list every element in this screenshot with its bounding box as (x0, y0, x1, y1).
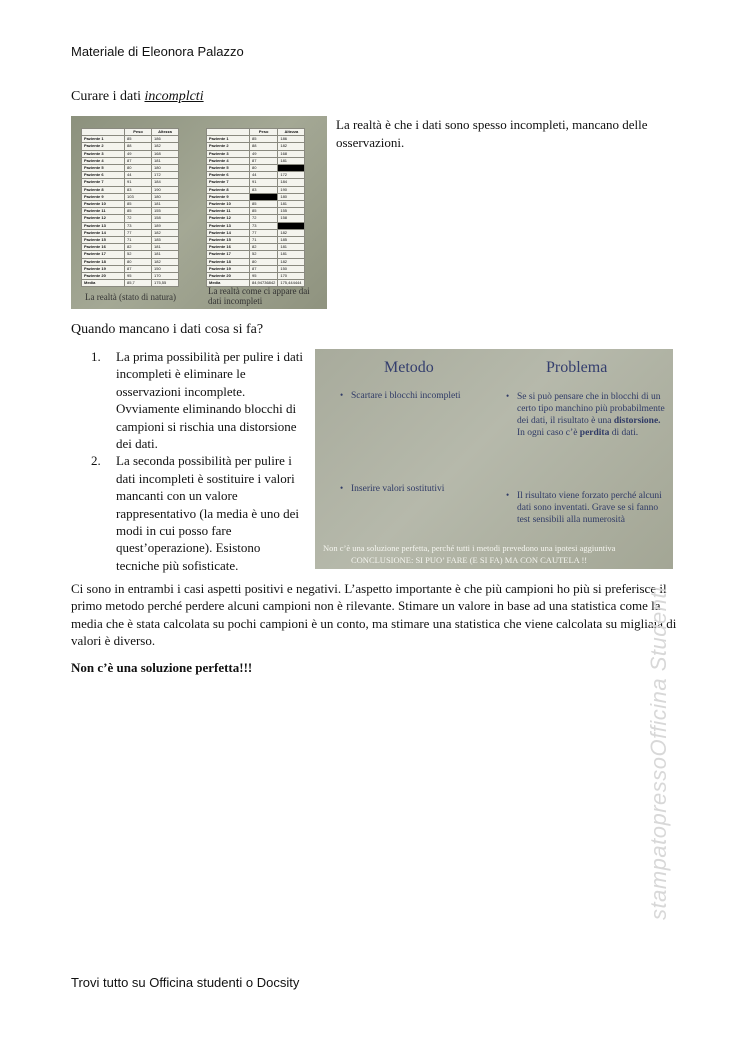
table-row (207, 143, 305, 150)
row-label: Paziente 7 (207, 179, 250, 186)
table-cell: 49 (250, 150, 278, 157)
table-row (207, 237, 305, 244)
row-label: Paziente 10 (207, 201, 250, 208)
intro-text: La realtà è che i dati sono spesso incompleti, mancano delle osservazioni. (336, 117, 648, 150)
table-row (82, 237, 179, 244)
table-cell: 83 (250, 186, 278, 193)
table-row (82, 172, 179, 179)
table-cell: 168 (152, 150, 179, 157)
row-label: Paziente 1 (82, 136, 125, 143)
table-cell: 72 (250, 215, 278, 222)
row-label: Media (82, 280, 125, 287)
row-label: Paziente 13 (82, 222, 125, 229)
table-cell: 182 (152, 258, 179, 265)
table-cell: 186 (152, 136, 179, 143)
table-cell: 85 (125, 136, 152, 143)
table-row (207, 251, 305, 258)
table-cell: 175,444444 (278, 280, 305, 287)
table-cell: 44 (250, 172, 278, 179)
table-row (207, 193, 305, 200)
methods-list (91, 348, 306, 574)
caption-complete: La realtà (stato di natura) (85, 292, 176, 302)
table-cell: 80 (125, 258, 152, 265)
table-cell: 181 (152, 251, 179, 258)
row-label: Paziente 8 (207, 186, 250, 193)
table-cell: 182 (152, 229, 179, 236)
table-cell: 189 (152, 222, 179, 229)
row-label: Paziente 2 (207, 143, 250, 150)
table-cell (250, 193, 278, 200)
table-row (207, 172, 305, 179)
slide-problem-1 (517, 391, 667, 439)
table-row (82, 215, 179, 222)
row-label: Paziente 13 (207, 222, 250, 229)
row-label: Paziente 1 (207, 136, 250, 143)
table-cell: 87 (250, 157, 278, 164)
table-cell: 185 (278, 237, 305, 244)
table-row (207, 244, 305, 251)
table-row (82, 143, 179, 150)
row-label: Paziente 14 (82, 229, 125, 236)
page-header: Materiale di Eleonora Palazzo (71, 44, 244, 59)
table-row (207, 201, 305, 208)
table-row (207, 258, 305, 265)
table-row (207, 186, 305, 193)
row-label: Paziente 6 (82, 172, 125, 179)
problem-text: di dati. (609, 428, 639, 438)
row-label: Paziente 12 (82, 215, 125, 222)
table-row (207, 136, 305, 143)
slide-heading-problem: Problema (546, 359, 608, 376)
list-item-text: La prima possibilità per pulire i dati incompleti è eliminare le osservazioni incomplete. Ovviamente eliminando blocchi di campioni si rischia una distorsione dei dati. (116, 349, 304, 452)
table-cell: 175,55 (152, 280, 179, 287)
row-label: Paziente 6 (207, 172, 250, 179)
table-cell: 181 (152, 201, 179, 208)
row-label: Paziente 9 (207, 193, 250, 200)
row-label: Paziente 17 (82, 251, 125, 258)
complete-data-table (81, 128, 179, 287)
section-title (71, 89, 204, 105)
column-header: Peso (250, 129, 278, 136)
table-row (82, 229, 179, 236)
table-cell: 158 (152, 215, 179, 222)
table-cell: 170 (152, 273, 179, 280)
bullet-icon: • (506, 391, 510, 401)
table-cell: 91 (125, 179, 152, 186)
slide-method-2: Inserire valori sostitutivi (351, 484, 445, 494)
table-row (82, 251, 179, 258)
table-row (82, 186, 179, 193)
question-text: Quando mancano i dati cosa si fa? (71, 322, 264, 337)
slide-problem-2: Il risultato viene forzato perché alcuni dati sono inventati. Grave se si fanno test sensibili alla numerosità (517, 491, 662, 525)
table-cell: 181 (152, 157, 179, 164)
row-label: Paziente 4 (82, 157, 125, 164)
table-cell: 182 (152, 143, 179, 150)
row-label: Paziente 20 (207, 273, 250, 280)
table-cell: 95 (250, 273, 278, 280)
table-cell: 52 (125, 251, 152, 258)
table-cell: 82 (125, 244, 152, 251)
row-label: Paziente 18 (82, 258, 125, 265)
table-row (207, 165, 305, 172)
body-paragraph: Ci sono in entrambi i casi aspetti positivi e negativi. L’aspetto importante è che più campioni ho più si preferisce il primo metodo perché perdere alcuni campioni non è rilevante. Stimare un valore in base ad una statistica come la media che è stata calcolata su pochi campioni è un conto, ma stimare una statistica che viene calcolata su migliaia di valori è diverso. (71, 581, 677, 649)
row-label: Paziente 15 (82, 237, 125, 244)
table-cell: 80 (125, 165, 152, 172)
table-row (82, 208, 179, 215)
section-title-prefix: Curare i dati (71, 89, 145, 104)
problem-text: In ogni caso c’è (517, 428, 580, 438)
row-label: Paziente 16 (82, 244, 125, 251)
table-row (207, 265, 305, 272)
table-row (207, 215, 305, 222)
incomplete-data-table (206, 128, 305, 287)
watermark: stampatopressoOfficina Studenti (646, 586, 671, 920)
table-header-row (207, 129, 305, 136)
row-label: Paziente 4 (207, 157, 250, 164)
table-cell: 150 (278, 265, 305, 272)
table-cell: 85 (250, 201, 278, 208)
table-cell: 103 (125, 193, 152, 200)
table-row (82, 273, 179, 280)
table-cell: 150 (152, 265, 179, 272)
table-cell: 80 (250, 165, 278, 172)
table-row (207, 179, 305, 186)
table-cell: 87 (125, 157, 152, 164)
final-statement: Non c’è una soluzione perfetta!!! (71, 660, 253, 675)
table-cell: 49 (125, 150, 152, 157)
list-item-text: La seconda possibilità per pulire i dati incompleti è sostituire i valori mancanti con un valore rappresentativo (la media è uno dei modi in cui posso fare quest’operazione). Esistono tecniche più sofisticate. (116, 453, 300, 573)
bullet-icon: • (340, 483, 344, 493)
table-row (207, 150, 305, 157)
table-cell: 73 (250, 222, 278, 229)
table-row (207, 229, 305, 236)
table-row (207, 157, 305, 164)
table-cell: 88 (250, 143, 278, 150)
table-cell: 95 (125, 273, 152, 280)
table-cell: 190 (152, 186, 179, 193)
row-label: Paziente 11 (207, 208, 250, 215)
row-label: Paziente 9 (82, 193, 125, 200)
row-label: Paziente 19 (207, 265, 250, 272)
table-cell: 85 (250, 208, 278, 215)
row-label: Paziente 2 (82, 143, 125, 150)
table-cell: 155 (152, 208, 179, 215)
table-cell: 83 (125, 186, 152, 193)
caption-incomplete: La realtà come ci appare dai dati incompleti (208, 286, 310, 306)
column-header: Altezza (278, 129, 305, 136)
row-label: Media (207, 280, 250, 287)
table-cell: 184 (152, 179, 179, 186)
row-label: Paziente 17 (207, 251, 250, 258)
table-cell: 87 (250, 265, 278, 272)
table-cell: 172 (152, 172, 179, 179)
table-cell: 82 (250, 244, 278, 251)
table-row (82, 157, 179, 164)
table-row (82, 222, 179, 229)
row-label: Paziente 10 (82, 201, 125, 208)
table-cell: 155 (278, 208, 305, 215)
column-header (82, 129, 125, 136)
table-row (82, 179, 179, 186)
table-cell: 182 (278, 229, 305, 236)
table-cell: 77 (125, 229, 152, 236)
table-row (82, 165, 179, 172)
row-label: Paziente 18 (207, 258, 250, 265)
table-row (207, 222, 305, 229)
slide-note: Non c’è una soluzione perfetta, perché tutti i metodi prevedono una ipotesi aggiuntiva (323, 543, 616, 553)
table-cell: 72 (125, 215, 152, 222)
column-header: Altezza (152, 129, 179, 136)
table-cell: 77 (250, 229, 278, 236)
table-row (82, 136, 179, 143)
table-cell: 180 (152, 193, 179, 200)
row-label: Paziente 15 (207, 237, 250, 244)
row-label: Paziente 14 (207, 229, 250, 236)
table-cell: 181 (278, 157, 305, 164)
table-row (82, 150, 179, 157)
page-footer: Trovi tutto su Officina studenti o Docsity (71, 975, 300, 990)
table-cell: 85 (125, 208, 152, 215)
row-label: Paziente 3 (82, 150, 125, 157)
table-cell: 52 (250, 251, 278, 258)
table-row (82, 244, 179, 251)
problem-emphasis: distorsione. (613, 416, 661, 426)
table-cell: 88 (125, 143, 152, 150)
row-label: Paziente 12 (207, 215, 250, 222)
table-cell: 170 (278, 273, 305, 280)
table-cell: 180 (152, 165, 179, 172)
table-cell: 158 (278, 215, 305, 222)
table-cell: 85,7 (125, 280, 152, 287)
table-cell: 73 (125, 222, 152, 229)
table-cell (278, 165, 305, 172)
table-cell: 181 (278, 244, 305, 251)
table-cell: 84,94736842 (250, 280, 278, 287)
table-cell: 181 (278, 251, 305, 258)
method-problem-slide (315, 349, 673, 569)
row-label: Paziente 8 (82, 186, 125, 193)
table-cell: 168 (278, 150, 305, 157)
column-header (207, 129, 250, 136)
list-number: 2. (91, 453, 101, 469)
table-header-row (82, 129, 179, 136)
slide-conclusion: CONCLUSIONE: SI PUO’ FARE (E SI FA) MA CON CAUTELA !! (351, 555, 588, 565)
slide-heading-method: Metodo (384, 359, 434, 376)
list-item (91, 452, 306, 574)
section-title-emphasis: incomplcti (144, 89, 204, 104)
table-cell: 186 (278, 136, 305, 143)
table-cell: 181 (152, 244, 179, 251)
table-cell (278, 222, 305, 229)
row-label: Paziente 16 (207, 244, 250, 251)
table-row (82, 280, 179, 287)
column-header: Peso (125, 129, 152, 136)
row-label: Paziente 3 (207, 150, 250, 157)
table-cell: 80 (250, 258, 278, 265)
row-label: Paziente 7 (82, 179, 125, 186)
slide-method-1: Scartare i blocchi incompleti (351, 391, 461, 401)
table-cell: 182 (278, 143, 305, 150)
table-row (82, 258, 179, 265)
table-cell: 184 (278, 179, 305, 186)
row-label: Paziente 20 (82, 273, 125, 280)
row-label: Paziente 5 (207, 165, 250, 172)
row-label: Paziente 11 (82, 208, 125, 215)
row-label: Paziente 5 (82, 165, 125, 172)
list-item (91, 348, 306, 452)
table-cell: 182 (278, 258, 305, 265)
bullet-icon: • (506, 490, 510, 500)
table-cell: 185 (152, 237, 179, 244)
table-row (207, 273, 305, 280)
table-cell: 190 (278, 186, 305, 193)
table-cell: 85 (250, 136, 278, 143)
list-number: 1. (91, 349, 101, 364)
table-cell: 180 (278, 193, 305, 200)
problem-emphasis: perdita (579, 428, 610, 438)
table-cell: 71 (125, 237, 152, 244)
table-cell: 181 (278, 201, 305, 208)
tables-photo (71, 116, 327, 309)
row-label: Paziente 19 (82, 265, 125, 272)
table-cell: 91 (250, 179, 278, 186)
table-row (82, 193, 179, 200)
problem-text: Se si può pensare che in blocchi di un certo tipo manchino più probabilmente dei dati, il risultato è una (517, 392, 665, 426)
bullet-icon: • (340, 390, 344, 400)
table-cell: 85 (125, 201, 152, 208)
table-cell: 44 (125, 172, 152, 179)
table-row (82, 201, 179, 208)
table-cell: 172 (278, 172, 305, 179)
table-row (82, 265, 179, 272)
table-row (207, 208, 305, 215)
table-cell: 71 (250, 237, 278, 244)
table-cell: 87 (125, 265, 152, 272)
